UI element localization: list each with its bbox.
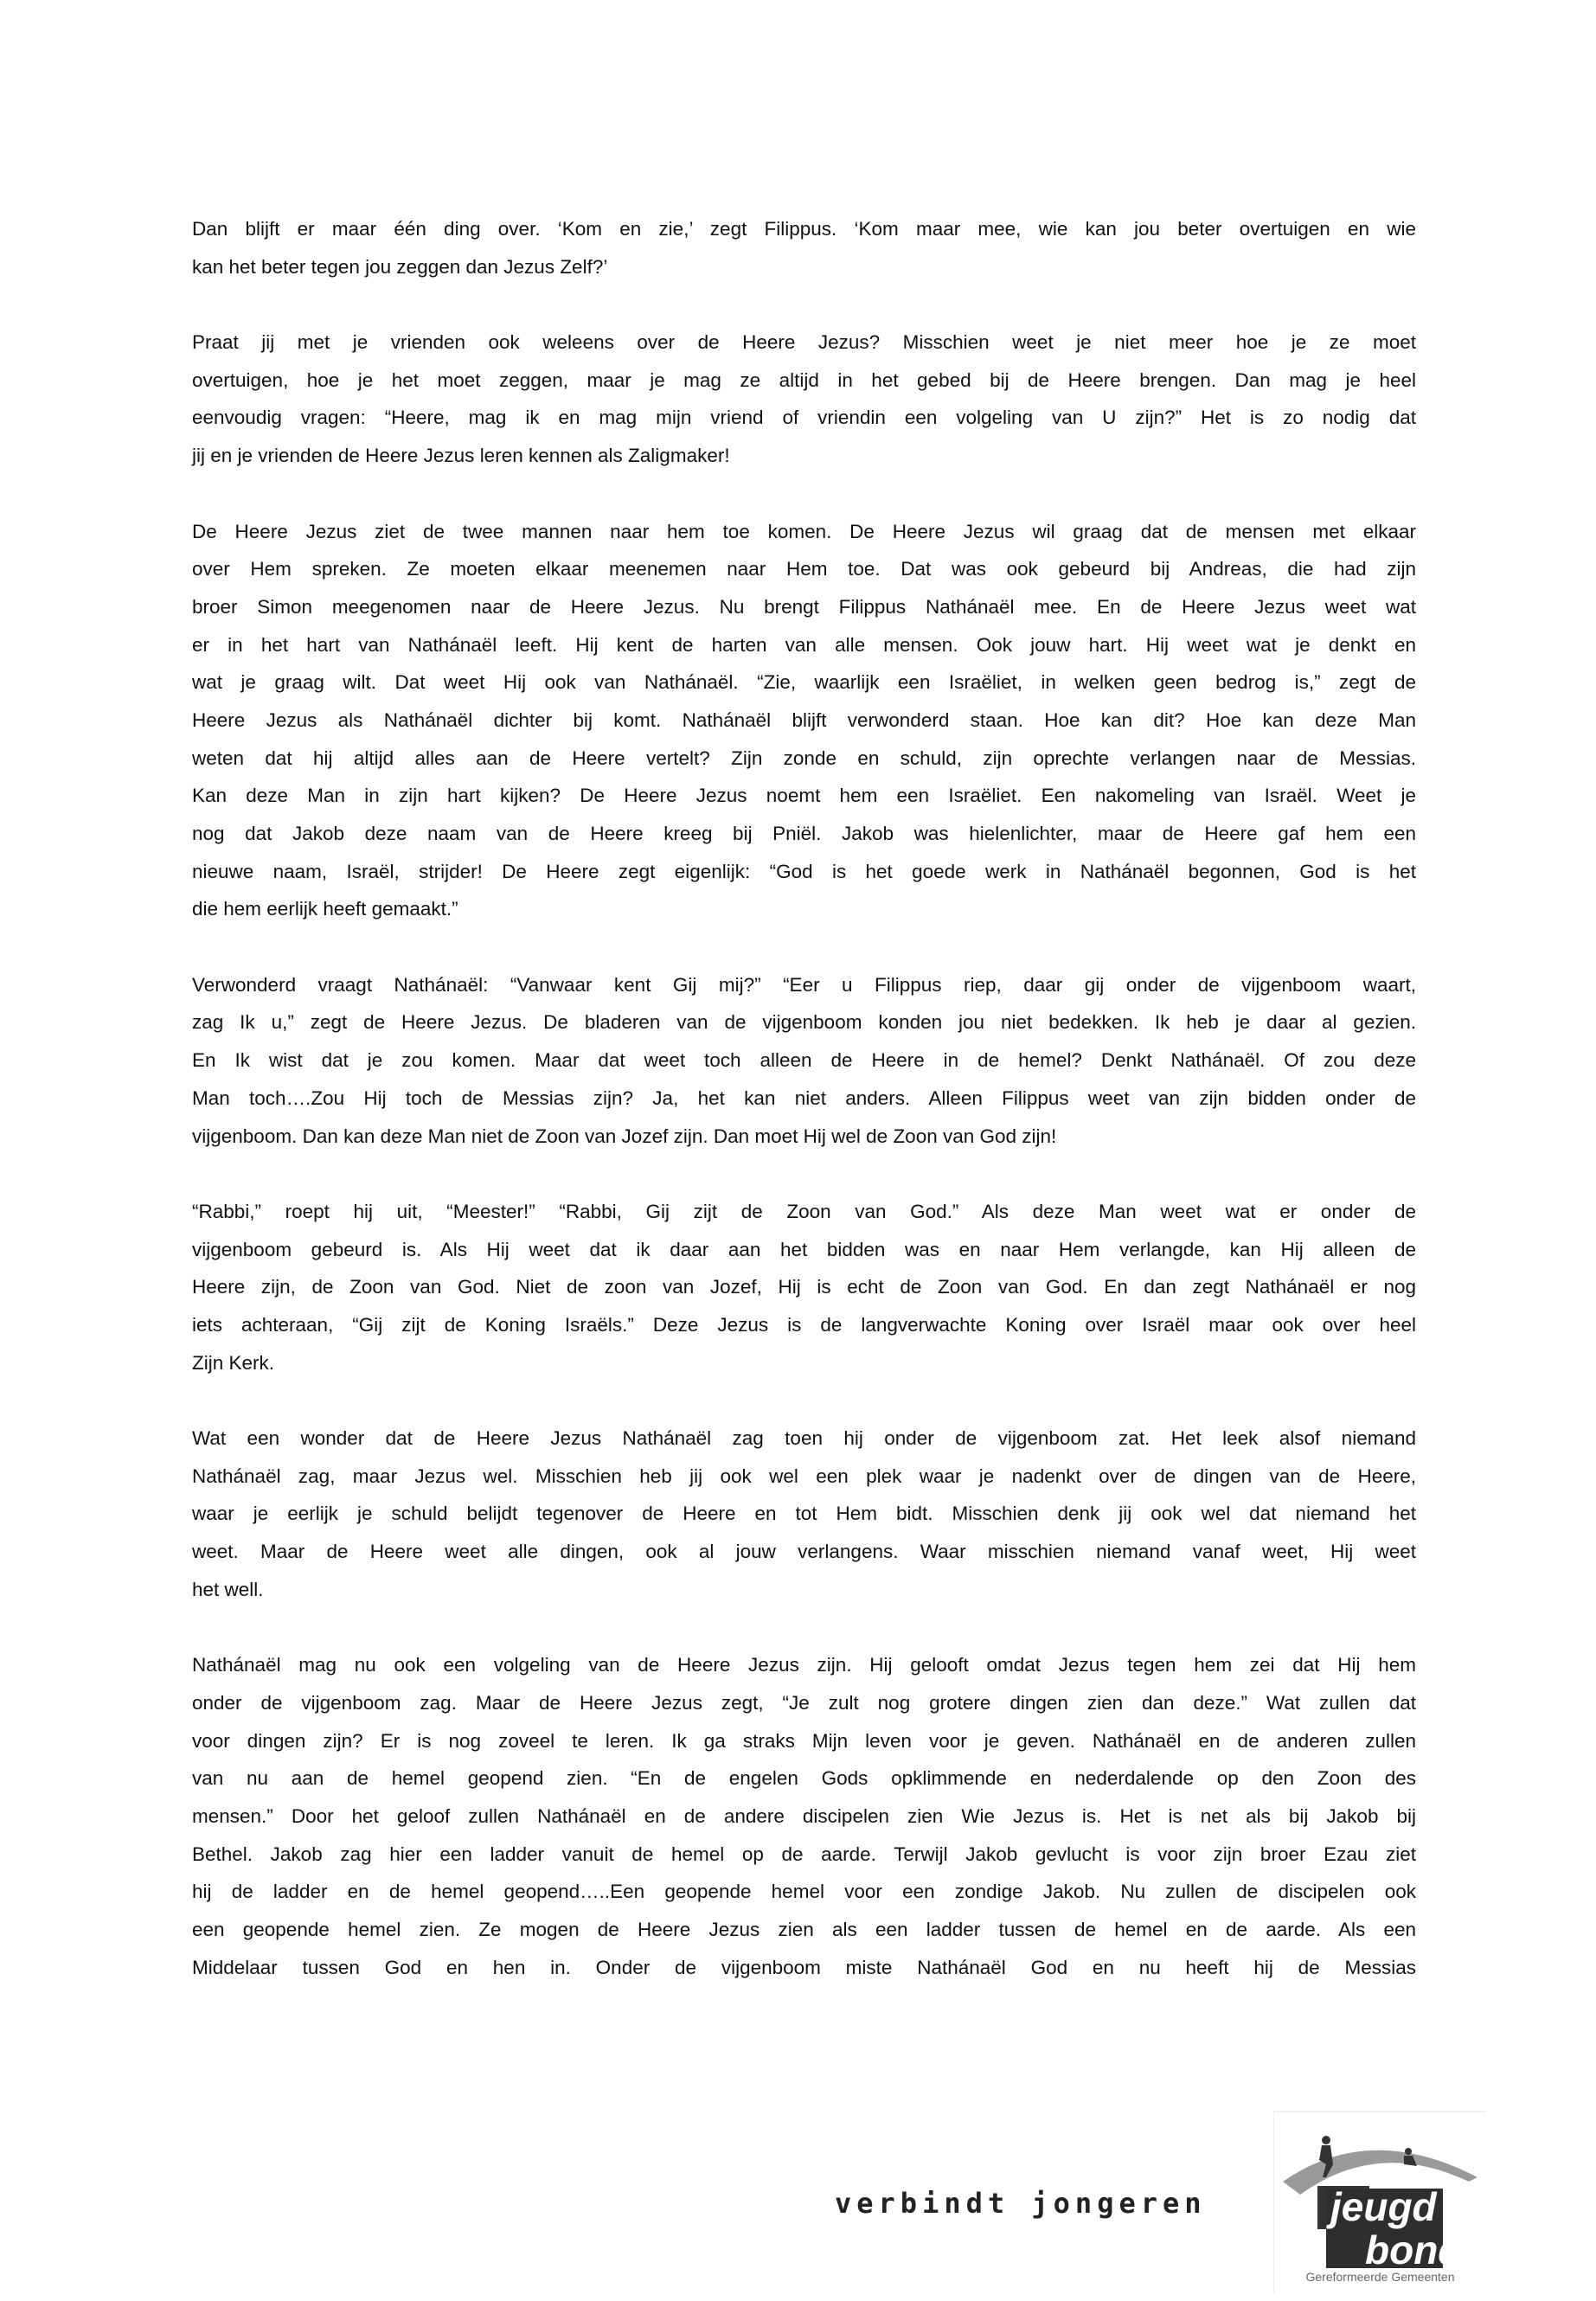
text-line: En Ik wist dat je zou komen. Maar dat weet toch alleen de Heere in de hemel? Denkt Nathánaël. Of zou deze — [192, 1049, 1416, 1072]
paragraph — [192, 1646, 1416, 1986]
text-line: zag Ik u,” zegt de Heere Jezus. De bladeren van de vijgenboom konden jou niet bedekken. Ik heb je daar al gezien. — [192, 1011, 1416, 1034]
text-line: Nathánaël mag nu ook een volgeling van de Heere Jezus zijn. Hij gelooft omdat Jezus tegen hem zei dat Hij hem — [192, 1654, 1416, 1676]
text-line: Middelaar tussen God en hen in. Onder de vijgenboom miste Nathánaël God en nu heeft hij de Messias — [192, 1956, 1416, 1978]
text-line: “Rabbi,” roept hij uit, “Meester!” “Rabbi, Gij zijt de Zoon van God.” Als deze Man weet wat er onder de — [192, 1200, 1416, 1222]
text-line: Nathánaël zag, maar Jezus wel. Misschien heb jij ook wel een plek waar je nadenkt over de dingen van de Heere, — [192, 1465, 1416, 1487]
text-line: nieuwe naam, Israël, strijder! De Heere zegt eigenlijk: “God is het goede werk in Nathánaël begonnen, God is het — [192, 860, 1416, 882]
text-line: Praat jij met je vrienden ook weleens over de Heere Jezus? Misschien weet je niet meer hoe je ze moet — [192, 331, 1416, 354]
text-line: vijgenboom. Dan kan deze Man niet de Zoon van Jozef zijn. Dan moet Hij wel de Zoon van God zijn! — [192, 1125, 1057, 1147]
text-line: broer Simon meegenomen naar de Heere Jezus. Nu brengt Filippus Nathánaël mee. En de Heere Jezus weet wat — [192, 595, 1416, 618]
text-line: kan het beter tegen jou zeggen dan Jezus Zelf?’ — [192, 255, 608, 278]
text-line: hij de ladder en de hemel geopend…..Een geopende hemel voor een zondige Jakob. Nu zullen de discipelen ook — [192, 1881, 1416, 1903]
paragraph-spacer — [192, 285, 1416, 324]
text-line: overtuigen, hoe je het moet zeggen, maar je mag ze altijd in het gebed bij de Heere brengen. Dan mag je heel — [192, 369, 1416, 391]
text-line: iets achteraan, “Gij zijt de Koning Israëls.” Deze Jezus is de langverwachte Koning over Israël maar ook over heel — [192, 1313, 1416, 1336]
text-line: Zijn Kerk. — [192, 1351, 275, 1374]
text-line: Kan deze Man in zijn hart kijken? De Heere Jezus noemt hem een Israëliet. Een nakomeling van Israël. Weet je — [192, 785, 1416, 807]
text-line: vijgenboom gebeurd is. Als Hij weet dat ik daar aan het bidden was en naar Hem verlangde, kan Hij alleen de — [192, 1238, 1416, 1260]
text-line: Heere Jezus als Nathánaël dichter bij komt. Nathánaël blijft verwonderd staan. Hoe kan dit? Hoe kan deze Man — [192, 708, 1416, 731]
text-line: Wat een wonder dat de Heere Jezus Nathánaël zag toen hij onder de vijgenboom zat. Het leek alsof niemand — [192, 1427, 1416, 1449]
text-line: weet. Maar de Heere weet alle dingen, ook al jouw verlangens. Waar misschien niemand vanaf weet, Hij weet — [192, 1541, 1416, 1563]
jeugdbond-logo — [1273, 2111, 1486, 2294]
text-line: mensen.” Door het geloof zullen Nathánaël en de andere discipelen zien Wie Jezus is. Het is net als bij Jakob bij — [192, 1804, 1416, 1827]
paragraph-spacer — [192, 1608, 1416, 1646]
text-line: het well. — [192, 1578, 264, 1600]
text-line: voor dingen zijn? Er is nog zoveel te leren. Ik ga straks Mijn leven voor je geven. Nathánaël en de anderen zullen — [192, 1729, 1416, 1752]
text-line: over Hem spreken. Ze moeten elkaar meenemen naar Hem toe. Dat was ook gebeurd bij Andreas, die had zijn — [192, 558, 1416, 580]
paragraph — [192, 966, 1416, 1155]
logo-word-jeugd: jeugd — [1330, 2184, 1437, 2229]
text-line: waar je eerlijk je schuld belijdt tegenover de Heere en tot Hem bidt. Misschien denk jij ook wel dat niemand het — [192, 1503, 1416, 1525]
text-line: een geopende hemel zien. Ze mogen de Heere Jezus zien als een ladder tussen de hemel en de aarde. Als een — [192, 1918, 1416, 1940]
text-line: Verwonderd vraagt Nathánaël: “Vanwaar kent Gij mij?” “Eer u Filippus riep, daar gij onder de vijgenboom waart, — [192, 973, 1416, 996]
paragraph — [192, 324, 1416, 475]
text-line: jij en je vrienden de Heere Jezus leren kennen als Zaligmaker! — [192, 445, 730, 467]
paragraph — [192, 513, 1416, 929]
paragraph-spacer — [192, 928, 1416, 966]
text-line: Dan blijft er maar één ding over. ‘Kom en zie,’ zegt Filippus. ‘Kom maar mee, wie kan jou beter overtuigen en wie — [192, 218, 1416, 240]
logo-graphic — [1274, 2112, 1486, 2268]
paragraph-spacer — [192, 1381, 1416, 1420]
document-body — [192, 210, 1416, 1986]
paragraph-spacer — [192, 1155, 1416, 1193]
paragraph — [192, 1420, 1416, 1608]
text-line: Heere zijn, de Zoon van God. Niet de zoon van Jozef, Hij is echt de Zoon van God. En dan zegt Nathánaël er nog — [192, 1276, 1416, 1298]
text-line: Bethel. Jakob zag hier een ladder vanuit de hemel op de aarde. Terwijl Jakob gevlucht is voor zijn broer Ezau ziet — [192, 1843, 1416, 1865]
text-line: die hem eerlijk heeft gemaakt.” — [192, 898, 458, 920]
text-line: Man toch….Zou Hij toch de Messias zijn? Ja, het kan niet anders. Alleen Filippus weet van zijn bidden onder de — [192, 1086, 1416, 1109]
text-line: onder de vijgenboom zag. Maar de Heere Jezus zegt, “Je zult nog grotere dingen zien dan deze.” Wat zullen dat — [192, 1691, 1416, 1714]
logo-subtitle: Gereformeerde Gemeenten — [1305, 2270, 1455, 2284]
text-line: De Heere Jezus ziet de twee mannen naar hem toe komen. De Heere Jezus wil graag dat de mensen met elkaar — [192, 520, 1416, 542]
paragraph-spacer — [192, 475, 1416, 513]
logo-word-bond: bond — [1365, 2227, 1463, 2268]
text-line: van nu aan de hemel geopend zien. “En de engelen Gods opklimmende en nederdalende op den Zoon des — [192, 1767, 1416, 1790]
text-line: er in het hart van Nathánaël leeft. Hij kent de harten van alle mensen. Ook jouw hart. Hij weet wat je denkt en — [192, 633, 1416, 656]
text-line: wat je graag wilt. Dat weet Hij ook van Nathánaël. “Zie, waarlijk een Israëliet, in welken geen bedrog is,” zegt de — [192, 671, 1416, 694]
text-line: eenvoudig vragen: “Heere, mag ik en mag mijn vriend of vriendin een volgeling van U zijn?” Het is zo nodig dat — [192, 407, 1416, 429]
text-line: nog dat Jakob deze naam van de Heere kreeg bij Pniël. Jakob was hielenlichter, maar de Heere gaf hem een — [192, 823, 1416, 844]
footer-tagline: verbindt jongeren — [835, 2187, 1207, 2220]
text-line: weten dat hij altijd alles aan de Heere vertelt? Zijn zonde en schuld, zijn oprechte verlangen naar de Messias. — [192, 747, 1416, 769]
paragraph — [192, 210, 1416, 285]
paragraph — [192, 1193, 1416, 1381]
